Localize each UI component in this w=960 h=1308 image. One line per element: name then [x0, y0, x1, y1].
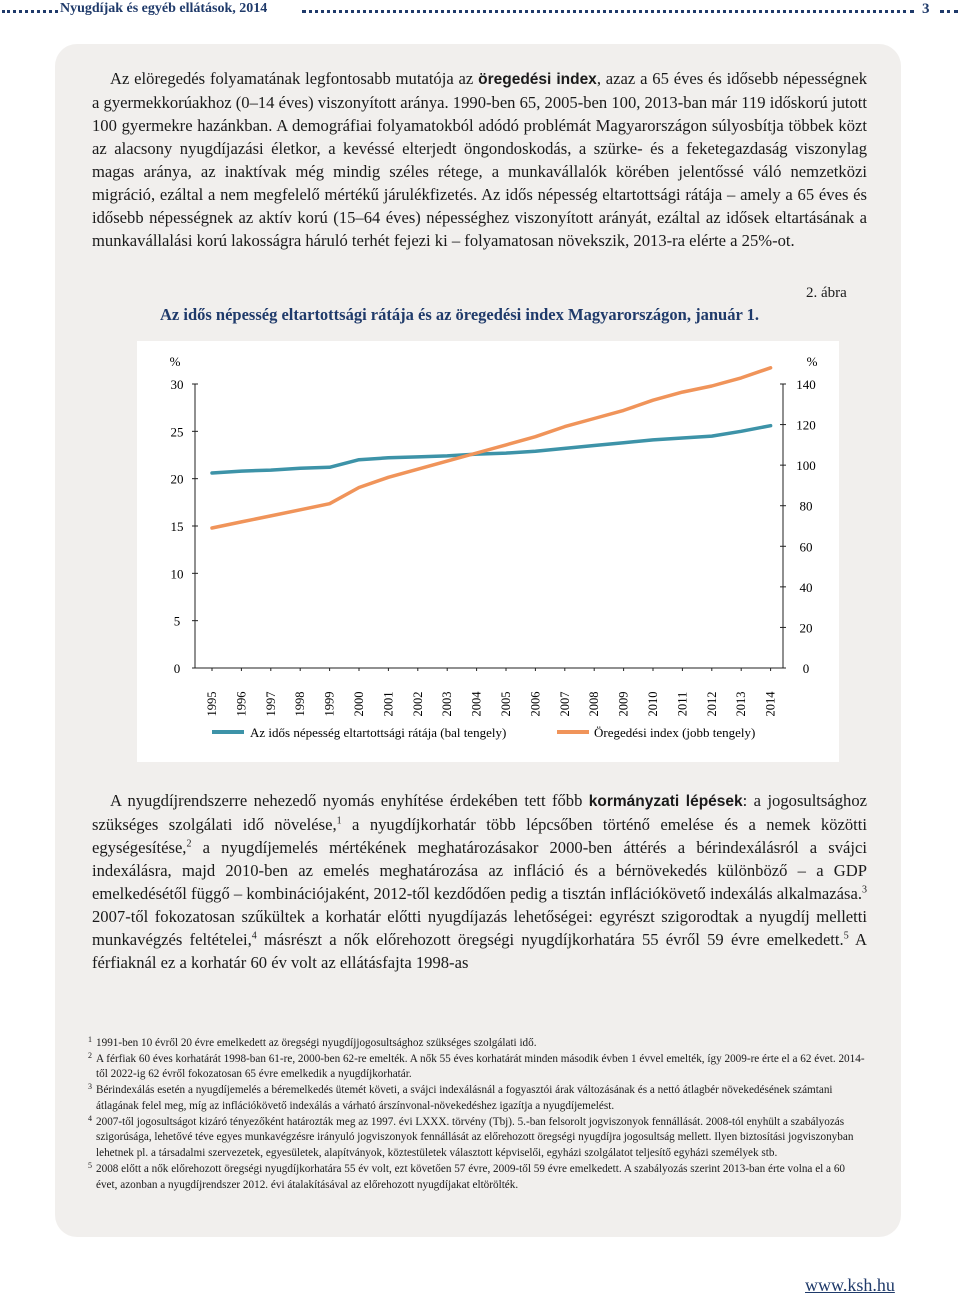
left-axis-tick-label: 20: [170, 471, 184, 487]
figure-number: 2. ábra: [806, 285, 847, 301]
intro-text-1: Az elöregedés folyamatának legfontosabb mutatója az: [110, 69, 479, 88]
left-axis-tick-label: 10: [170, 566, 184, 582]
second-text-4: a nyugdíjemelés mértékének meghatározásakor 2000-ben áttérés a bérindexálásról a svájci indexálásra, majd 2010-ben az emelés meghatározása az infláció és a bérnövekedés különböző – a GDP emelkedésétől függő – kombinációjaként, 2012-től kezdődően pedig a tisztán inflációkövető indexálás alkalmazása.: [92, 838, 867, 903]
keyword-government-steps: kormányzati lépések: [588, 793, 743, 810]
left-axis-unit: %: [169, 354, 181, 369]
right-axis-tick-label: 140: [796, 377, 816, 392]
footnote-ref-3[interactable]: 3: [862, 884, 867, 896]
x-axis-tick-label: 1998: [293, 691, 308, 717]
second-text-3: a nyugdíjkorhatár több lépcsőben történő emelése és a nemek közötti egységesítése,: [92, 815, 867, 857]
intro-paragraph: [92, 67, 867, 252]
x-axis-tick-label: 2004: [469, 691, 484, 717]
ksh-website-link[interactable]: www.ksh.hu: [805, 1275, 895, 1295]
x-axis-tick-label: 1996: [234, 691, 249, 717]
x-axis-tick-label: 2010: [646, 691, 660, 717]
x-axis-tick-label: 2007: [557, 691, 572, 717]
header-dots-middle: [302, 10, 914, 13]
series-line-2: [212, 368, 771, 528]
footnote-text: A férfiak 60 éves korhatárát 1998-ban 61-re, 2000-ben 62-re emelték. A nők 55 éves korhatárát minden második évben 1 évvel emelték, így 2009-re érte el a 62 évet. 2014-től 2022-ig 62 évről fokozatosan 65 évre emelkedik a nyugdíjkorhatár.: [96, 1052, 865, 1081]
left-axis-tick-label: 25: [170, 424, 184, 440]
header-dots-right: [940, 10, 958, 13]
right-axis-tick-label: 0: [802, 661, 810, 676]
legend-label-2: Öregedési index (jobb tengely): [594, 725, 756, 740]
x-axis-tick-label: 2003: [440, 691, 455, 717]
x-axis-tick-label: 1995: [205, 691, 219, 717]
keyword-aging-index: öregedési index: [478, 71, 597, 88]
right-axis-tick-label: 60: [799, 539, 813, 555]
footnote-ref-4[interactable]: 4: [251, 930, 257, 942]
x-axis-tick-label: 2006: [528, 691, 543, 717]
legend-label-1: Az idős népesség eltartottsági rátája (bal tengely): [250, 725, 507, 740]
second-paragraph: [92, 789, 867, 974]
footnote-5: 5 2008 előtt a nők előrehozott öregségi nyugdíjkorhatára 55 év volt, ezt követően 57 évre, 2009-től 59 évre emelkedett. A szabályozás szerint 2013-ban érte volna el a 60 évet, azonban a nyugdíjrendszer 2012. évi átalakításával az előrehozott nyugdíjakat eltörölték.: [88, 1160, 846, 1191]
x-axis-tick-label: 1997: [263, 691, 278, 717]
footnote-text: 2008 előtt a nők előrehozott öregségi nyugdíjkorhatára 55 év volt, ezt követően 57 évre, 2009-től 59 évre emelkedett. A szabályozás szerint 2013-ban érte volna el a 60 évet, azonban a nyugdíjrendszer 2012. évi átalakításával az előrehozott nyugdíjakat eltörölték.: [96, 1162, 846, 1191]
footnote-2: 2 A férfiak 60 éves korhatárát 1998-ban 61-re, 2000-ben 62-re emelték. A nők 55 éves korhatárát minden második évben 1 évvel emelték, így 2009-re érte el a 62 évet. 2014-től 2022-ig 62 évről fokozatosan 65 évre emelkedik a nyugdíjkorhatár.: [88, 1050, 865, 1081]
left-axis-tick-label: 15: [170, 519, 184, 534]
footnote-text: Bérindexálás esetén a nyugdíjemelés a béremelkedés ütemét követi, a svájci indexálásnál a fogyasztói árak változásának és a nettó átlagbér növekedésének számtani átlagának felel meg, míg az inflációkövető indexálás a várható árszínvonal-növekedéshez igazítja a nyugdíjemelést.: [96, 1084, 833, 1112]
figure-title: Az idős népesség eltartottsági rátája és az öregedési index Magyarországon, január 1.: [160, 305, 759, 324]
left-axis-tick-label: 0: [173, 661, 181, 676]
x-axis-tick-label: 2012: [704, 691, 719, 717]
right-axis-tick-label: 20: [799, 620, 813, 636]
right-axis-unit: %: [806, 354, 818, 369]
line-chart: [137, 341, 839, 762]
second-text-2: : a jogosultsághoz szükséges szolgálati idő növelése,: [92, 791, 867, 834]
footnote-3: 3 Bérindexálás esetén a nyugdíjemelés a béremelkedés ütemét követi, a svájci indexálásnál a fogyasztói árak változásának és a nettó átlagbér növekedésének számtani átlagának felel meg, míg az inflációkövető indexálás a várható árszínvonal-növekedéshez igazítja a nyugdíjemelést.: [88, 1082, 833, 1112]
header-title: Nyugdíjak és egyéb ellátások, 2014: [60, 1, 268, 16]
x-axis-tick-label: 2013: [734, 691, 749, 717]
footnote-ref-1[interactable]: 1: [336, 815, 342, 827]
intro-text-2: , azaz a 65 éves és idősebb népességnek a gyermekkorúakhoz (0–14 éves) viszonyított aránya. 1990-ben 65, 2005-ben 100, 2013-ban már 119 időskorú jutott 100 gyermekre hazánkban. A demográfiai folyamatokból adódó problémát Magyarországon súlyosbítja többek közt az alacsony nyugdíjazási életkor, a kevéssé elterjedt öngondoskodás, a szürke- és a feketegazdaság viszonylag magas aránya, az inaktívak még mindig széles rétege, a munkavállalók körében jelentőssé váló nemzetközi migráció, ezáltal a nem megfelelő mértékű járulékfizetés. Az idős népesség eltartottsági rátája – amely a 65 éves és idősebb népességnek az aktív korú (15–64 éves) népességhez viszonyított arányát, ezáltal az idősek eltartásának a munkavállalási korú lakosságra háruló terhét fejezi ki – folyamatosan növekszik, 2013-ra elérte a 25%-ot.: [92, 69, 867, 250]
second-text-7: A férfiaknál ez a korhatár 60 év volt az ellátásfajta 1998-as: [92, 930, 867, 972]
second-text-1: A nyugdíjrendszerre nehezedő nyomás enyhítése érdekében tett főbb: [110, 791, 589, 810]
x-axis-tick-label: 2005: [499, 691, 513, 717]
left-axis-tick-label: 5: [173, 613, 181, 629]
x-axis-tick-label: 2014: [763, 691, 778, 717]
footnote-1: 1 1991-ben 10 évről 20 évre emelkedett az öregségi nyugdíjjogosultsághoz szükséges szolgálati idő.: [88, 1035, 537, 1049]
x-axis-tick-label: 2011: [675, 691, 690, 717]
x-axis-tick-label: 2008: [587, 691, 602, 717]
second-text-5: 2007-től fokozatosan szűkültek a korhatár előtti nyugdíjazás lehetőségei: egyrészt szigorodtak a nyugdíj melletti munkavégzés feltételei,: [92, 907, 867, 949]
footnote-text: 2007-től jogosultságot kizáró tényezőként határozták meg az 1997. évi LXXX. törvény (Tbj). 5.-ban felsorolt jogviszonyok fennállását. 2008-tól enyhült a szabályozás szigorúsága, lehetővé téve egyes munkavégzésre irányuló jogviszonyok fennállását az előrehozott öregségi nyugdíjra jogosultság mellett. Ilyen biztosítási jogviszonyban lehetnek pl. a társadalmi szervezetek, egyesületek, alapítványok, köztestületek választott képviselői, egyházi szolgálatot teljesítő egyházi személyek stb.: [96, 1115, 854, 1160]
second-text-6: másrészt a nők előrehozott öregségi nyugdíjkorhatára 55 évről 59 évre emelkedett.: [256, 930, 844, 949]
x-axis-tick-label: 2002: [410, 691, 425, 717]
footnote-ref-5[interactable]: 5: [843, 930, 849, 942]
page-header: [0, 0, 960, 22]
footnotes: [86, 1036, 868, 1193]
left-axis-tick-label: 30: [170, 377, 184, 392]
x-axis-tick-label: 2000: [352, 691, 366, 717]
footnote-ref-2[interactable]: 2: [186, 838, 192, 850]
footnote-text: 1991-ben 10 évről 20 évre emelkedett az öregségi nyugdíjjogosultsághoz szükséges szolgálati idő.: [96, 1037, 537, 1049]
x-axis-tick-label: 1999: [322, 691, 337, 717]
header-dots-left: [2, 10, 58, 13]
right-axis-tick-label: 120: [796, 417, 816, 433]
page-number: 3: [922, 1, 930, 17]
x-axis-tick-label: 2009: [616, 691, 631, 717]
chart-container: [137, 341, 839, 762]
right-axis-tick-label: 40: [799, 579, 813, 595]
right-axis-tick-label: 80: [799, 498, 813, 514]
right-axis-tick-label: 100: [796, 458, 816, 474]
x-axis-tick-label: 2001: [381, 691, 396, 717]
footnote-4: 4 2007-től jogosultságot kizáró tényezőként határozták meg az 1997. évi LXXX. törvény (Tbj). 5.-ban felsorolt jogviszonyok fennállását. 2008-tól enyhült a szabályozás szigorúsága, lehetővé téve egyes munkavégzésre irányuló jogviszonyok fennállását az előrehozott öregségi nyugdíjra jogosultság mellett. Ilyen biztosítási jogviszonyban lehetnek pl. a társadalmi szervezetek, egyesületek, alapítványok, köztestületek választott képviselői, egyházi szolgálatot teljesítő egyházi személyek stb.: [88, 1113, 854, 1160]
